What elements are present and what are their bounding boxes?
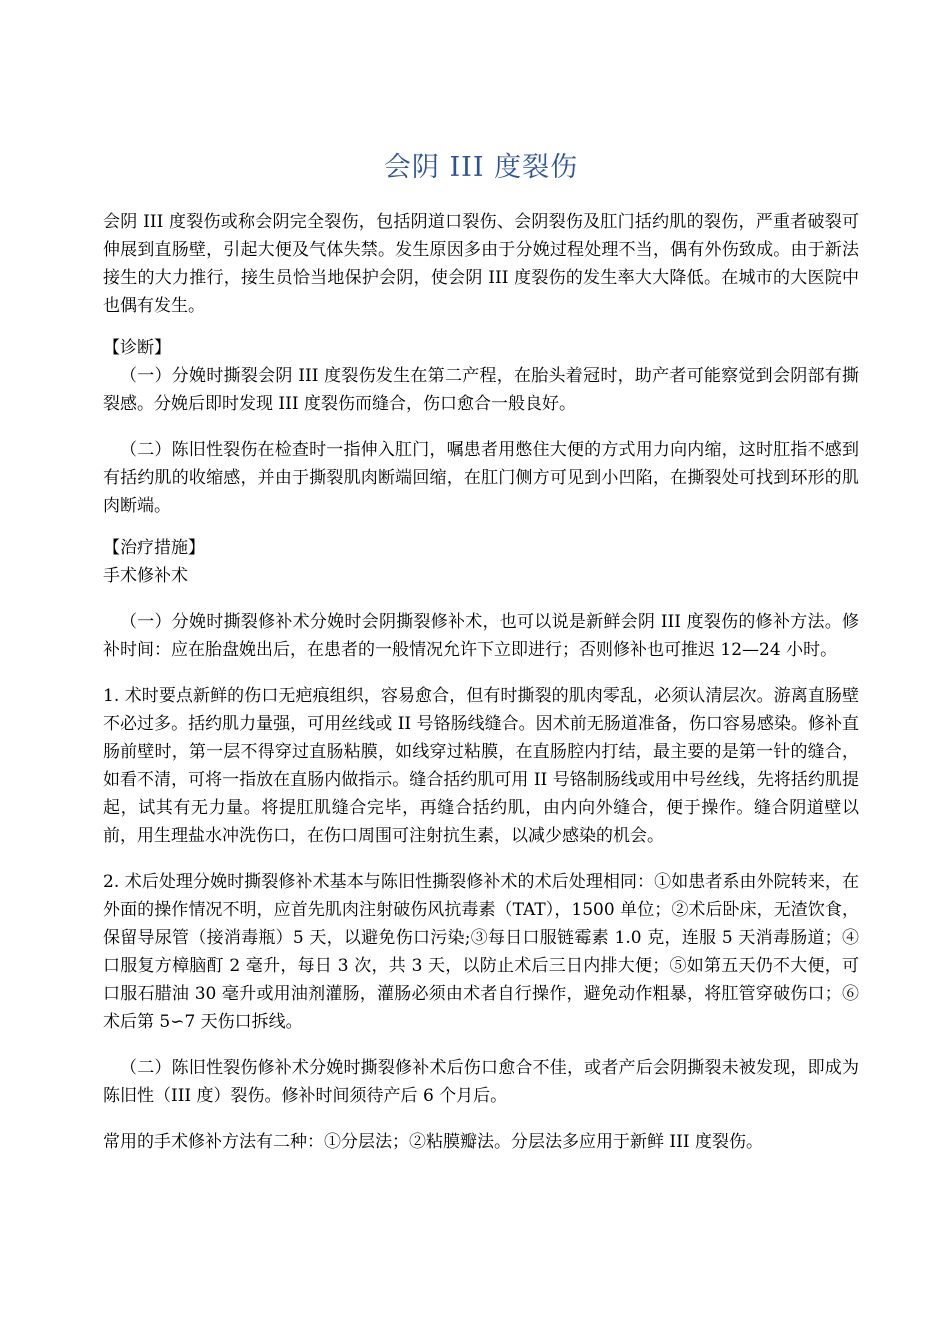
methods-paragraph: 常用的手术修补方法有二种：①分层法；②粘膜瓣法。分层法多应用于新鲜 III 度裂伤。 [103, 1132, 763, 1152]
treatment-item-1: （一）分娩时撕裂修补术分娩时会阴撕裂修补术，也可以说是新鲜会阴 III 度裂伤的修补方法。修补时间：应在胎盘娩出后，在患者的一般情况允许下立即进行；否则修补也可推迟 12—24 小时。 [103, 612, 859, 660]
treatment-point-1: 1. 术时要点新鲜的伤口无疤痕组织，容易愈合，但有时撕裂的肌肉零乱，必须认清层次。游离直肠壁不必过多。括约肌力量强，可用丝线或 II 号铬肠线缝合。因术前无肠道准备，伤口容易感染。修补直肠前壁时，第一层不得穿过直肠粘膜，如线穿过粘膜，在直肠腔内打结，最主要的是第一针的缝合，如看不清，可将一指放在直肠内做指示。缝合括约肌可用 II 号铬制肠线或用中号丝线，先将括约肌提起，试其有无力量。将提肛肌缝合完毕，再缝合括约肌，由内向外缝合，便于操作。缝合阴道壁以前，用生理盐水冲洗伤口，在伤口周围可注射抗生素，以减少感染的机会。 [103, 686, 859, 846]
document-page [103, 148, 859, 1156]
diagnosis-item-2: （二）陈旧性裂伤在检查时一指伸入肛门，嘱患者用憋住大便的方式用力向内缩，这时肛指不感到有括约肌的收缩感，并由于撕裂肌肉断端回缩，在肛门侧方可见到小凹陷，在撕裂处可找到环形的肌肉断端。 [103, 440, 859, 516]
diagnosis-item-1: （一）分娩时撕裂会阴 III 度裂伤发生在第二产程，在胎头着冠时，助产者可能察觉到会阴部有撕裂感。分娩后即时发现 III 度裂伤而缝合，伤口愈合一般良好。 [103, 366, 859, 414]
treatment-item-2: （二）陈旧性裂伤修补术分娩时撕裂修补术后伤口愈合不佳，或者产后会阴撕裂未被发现，即成为陈旧性（III 度）裂伤。修补时间须待产后 6 个月后。 [103, 1058, 859, 1106]
treatment-heading: 【治疗措施】 [103, 538, 205, 558]
intro-paragraph: 会阴 III 度裂伤或称会阴完全裂伤，包括阴道口裂伤、会阴裂伤及肛门括约肌的裂伤，严重者破裂可伸展到直肠壁，引起大便及气体失禁。发生原因多由于分娩过程处理不当，偶有外伤致成。由于新法接生的大力推行，接生员恰当地保护会阴，使会阴 III 度裂伤的发生率大大降低。在城市的大医院中也偶有发生。 [103, 212, 859, 316]
document-title: 会阴 III 度裂伤 [383, 152, 579, 183]
treatment-point-2: 2. 术后处理分娩时撕裂修补术基本与陈旧性撕裂修补术的术后处理相同：①如患者系由外院转来，在外面的操作情况不明，应首先肌肉注射破伤风抗毒素（TAT），1500 单位；②术后卧床，无渣饮食，保留导尿管（接消毒瓶）5 天，以避免伤口污染;③每日口服链霉素 1.0 克，连服 5 天消毒肠道；④口服复方樟脑酊 2 毫升，每日 3 次，共 3 天，以防止术后三日内排大便；⑤如第五天仍不大便，可口服石腊油 30 毫升或用油剂灌肠，灌肠必须由术者自行操作，避免动作粗暴，将肛管穿破伤口；⑥术后第 5∽7 天伤口拆线。 [103, 872, 860, 1032]
surgery-heading: 手术修补术 [103, 566, 188, 586]
diagnosis-heading: 【诊断】 [103, 338, 171, 358]
